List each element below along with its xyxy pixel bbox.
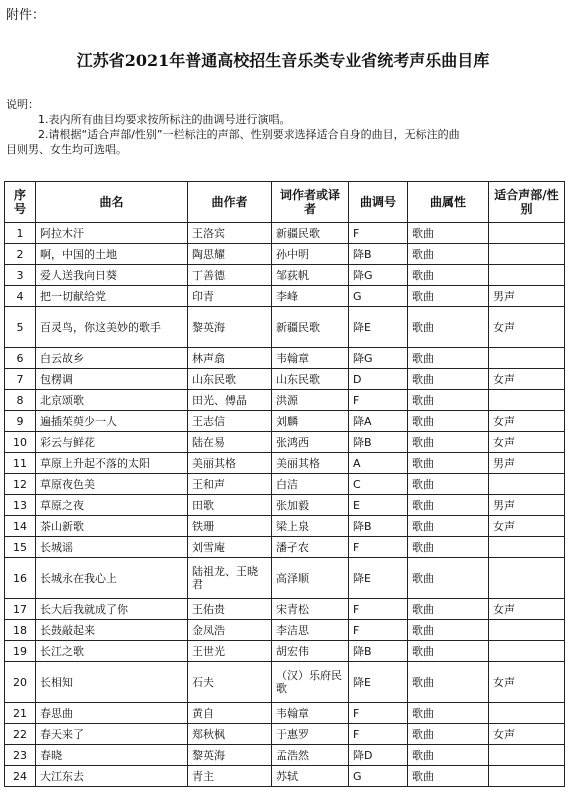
cell-voice: 女声: [489, 411, 565, 432]
cell-voice: 男声: [489, 286, 565, 307]
cell-type: 歌曲: [408, 703, 489, 724]
cell-voice: [489, 745, 565, 766]
cell-voice: 男声: [489, 495, 565, 516]
cell-lyricist: 孟浩然: [272, 745, 349, 766]
cell-song-name: 长鼓敲起来: [36, 620, 188, 641]
cell-type: 歌曲: [408, 474, 489, 495]
table-row: [5, 766, 565, 787]
cell-type: 歌曲: [408, 286, 489, 307]
cell-lyricist: 山东民歌: [272, 369, 349, 390]
cell-song-name: 爱人送我向日葵: [36, 265, 188, 286]
cell-composer: 林声翕: [188, 348, 272, 369]
cell-key: 降B: [349, 244, 408, 265]
cell-number: 2: [5, 244, 36, 265]
cell-song-name: 把一切献给党: [36, 286, 188, 307]
header-song-name: 曲名: [36, 182, 188, 223]
table-row: [5, 453, 565, 474]
cell-type: 歌曲: [408, 307, 489, 348]
cell-number: 20: [5, 662, 36, 703]
cell-lyricist: 美丽其格: [272, 453, 349, 474]
cell-key: F: [349, 599, 408, 620]
cell-number: 4: [5, 286, 36, 307]
cell-type: 歌曲: [408, 495, 489, 516]
cell-voice: 女声: [489, 516, 565, 537]
table-row: [5, 307, 565, 348]
note-line-1: 1.表内所有曲目均要求按所标注的曲调号进行演唱。: [38, 113, 291, 126]
cell-type: 歌曲: [408, 766, 489, 787]
table-row: [5, 537, 565, 558]
cell-key: F: [349, 223, 408, 244]
cell-voice: [489, 265, 565, 286]
cell-key: G: [349, 286, 408, 307]
cell-voice: [489, 558, 565, 599]
cell-key: A: [349, 453, 408, 474]
cell-type: 歌曲: [408, 223, 489, 244]
cell-composer: 陆在易: [188, 432, 272, 453]
cell-key: D: [349, 369, 408, 390]
table-row: [5, 432, 565, 453]
cell-lyricist: 高泽顺: [272, 558, 349, 599]
cell-composer: 王世光: [188, 641, 272, 662]
cell-number: 1: [5, 223, 36, 244]
header-lyricist: 词作者或译者: [272, 182, 349, 223]
cell-type: 歌曲: [408, 411, 489, 432]
cell-number: 15: [5, 537, 36, 558]
cell-voice: [489, 537, 565, 558]
cell-lyricist: 韦翰章: [272, 348, 349, 369]
cell-lyricist: 韦翰章: [272, 703, 349, 724]
cell-song-name: 春天来了: [36, 724, 188, 745]
table-row: [5, 369, 565, 390]
cell-song-name: 春思曲: [36, 703, 188, 724]
cell-type: 歌曲: [408, 265, 489, 286]
cell-composer: 王志信: [188, 411, 272, 432]
header-type: 曲属性: [408, 182, 489, 223]
cell-key: E: [349, 495, 408, 516]
cell-key: 降G: [349, 348, 408, 369]
cell-song-name: 遍插茱萸少一人: [36, 411, 188, 432]
cell-song-name: 北京颂歌: [36, 390, 188, 411]
cell-song-name: 阿拉木汗: [36, 223, 188, 244]
table-row: [5, 390, 565, 411]
cell-key: 降D: [349, 745, 408, 766]
cell-composer: 金凤浩: [188, 620, 272, 641]
cell-number: 16: [5, 558, 36, 599]
cell-song-name: 百灵鸟，你这美妙的歌手: [36, 307, 188, 348]
cell-lyricist: 张鸿西: [272, 432, 349, 453]
cell-type: 歌曲: [408, 662, 489, 703]
cell-number: 19: [5, 641, 36, 662]
cell-composer: 印青: [188, 286, 272, 307]
cell-song-name: 长大后我就成了你: [36, 599, 188, 620]
cell-composer: 青主: [188, 766, 272, 787]
cell-number: 5: [5, 307, 36, 348]
cell-voice: 男声: [489, 453, 565, 474]
table-row: [5, 599, 565, 620]
cell-type: 歌曲: [408, 516, 489, 537]
cell-composer: 美丽其格: [188, 453, 272, 474]
cell-number: 6: [5, 348, 36, 369]
cell-composer: 王和声: [188, 474, 272, 495]
cell-number: 24: [5, 766, 36, 787]
cell-lyricist: 刘麟: [272, 411, 349, 432]
cell-lyricist: 胡宏伟: [272, 641, 349, 662]
table-row: [5, 703, 565, 724]
cell-type: 歌曲: [408, 558, 489, 599]
cell-number: 18: [5, 620, 36, 641]
table-row: [5, 474, 565, 495]
cell-song-name: 草原上升起不落的太阳: [36, 453, 188, 474]
cell-number: 14: [5, 516, 36, 537]
table-body: [5, 223, 565, 787]
cell-lyricist: 张加毅: [272, 495, 349, 516]
cell-composer: 山东民歌: [188, 369, 272, 390]
cell-key: F: [349, 620, 408, 641]
cell-key: 降G: [349, 265, 408, 286]
cell-composer: 陶思耀: [188, 244, 272, 265]
cell-composer: 王洛宾: [188, 223, 272, 244]
cell-lyricist: 新疆民歌: [272, 223, 349, 244]
cell-key: 降B: [349, 516, 408, 537]
cell-number: 11: [5, 453, 36, 474]
cell-number: 23: [5, 745, 36, 766]
cell-lyricist: 白洁: [272, 474, 349, 495]
note-line-2: 2.请根据“适合声部/性别”一栏标注的声部、性别要求选择适合自身的曲目，无标注的曲: [38, 128, 460, 141]
cell-voice: [489, 766, 565, 787]
cell-type: 歌曲: [408, 724, 489, 745]
cell-voice: 女声: [489, 599, 565, 620]
cell-type: 歌曲: [408, 348, 489, 369]
cell-lyricist: 新疆民歌: [272, 307, 349, 348]
cell-lyricist: 李峰: [272, 286, 349, 307]
cell-voice: 女声: [489, 307, 565, 348]
table-row: [5, 620, 565, 641]
cell-composer: 刘雪庵: [188, 537, 272, 558]
song-table: [4, 181, 565, 787]
cell-voice: [489, 703, 565, 724]
table-row: [5, 516, 565, 537]
cell-number: 9: [5, 411, 36, 432]
cell-lyricist: 于惠罗: [272, 724, 349, 745]
notes-heading: 说明：: [6, 98, 39, 111]
cell-type: 歌曲: [408, 599, 489, 620]
cell-composer: 石夫: [188, 662, 272, 703]
cell-composer: 黄自: [188, 703, 272, 724]
page-title: 江苏省2021年普通高校招生音乐类专业省统考声乐曲目库: [76, 51, 490, 70]
cell-number: 7: [5, 369, 36, 390]
cell-lyricist: 洪源: [272, 390, 349, 411]
table-row: [5, 286, 565, 307]
cell-voice: [489, 390, 565, 411]
cell-type: 歌曲: [408, 641, 489, 662]
cell-song-name: 长城永在我心上: [36, 558, 188, 599]
cell-song-name: 长江之歌: [36, 641, 188, 662]
cell-voice: 女声: [489, 724, 565, 745]
table-row: [5, 411, 565, 432]
cell-lyricist: 李洁思: [272, 620, 349, 641]
cell-number: 17: [5, 599, 36, 620]
cell-type: 歌曲: [408, 244, 489, 265]
attachment-label: 附件：: [6, 8, 46, 23]
cell-number: 22: [5, 724, 36, 745]
cell-type: 歌曲: [408, 369, 489, 390]
cell-song-name: 草原夜色美: [36, 474, 188, 495]
cell-song-name: 啊，中国的土地: [36, 244, 188, 265]
table-row: [5, 348, 565, 369]
cell-voice: [489, 223, 565, 244]
header-key: 曲调号: [349, 182, 408, 223]
cell-key: F: [349, 390, 408, 411]
table-header-row: [5, 182, 565, 223]
cell-type: 歌曲: [408, 390, 489, 411]
cell-composer: 王佑贵: [188, 599, 272, 620]
cell-key: F: [349, 724, 408, 745]
cell-composer: 丁善德: [188, 265, 272, 286]
cell-song-name: 长相知: [36, 662, 188, 703]
cell-voice: 女声: [489, 432, 565, 453]
cell-key: 降E: [349, 558, 408, 599]
cell-song-name: 茶山新歌: [36, 516, 188, 537]
cell-lyricist: 苏轼: [272, 766, 349, 787]
header-number: 序号: [5, 182, 36, 223]
cell-type: 歌曲: [408, 432, 489, 453]
cell-song-name: 大江东去: [36, 766, 188, 787]
notes-section: [6, 97, 562, 157]
cell-voice: [489, 474, 565, 495]
cell-type: 歌曲: [408, 620, 489, 641]
cell-composer: 黎英海: [188, 307, 272, 348]
cell-composer: 田歌: [188, 495, 272, 516]
table-row: [5, 265, 565, 286]
cell-key: 降A: [349, 411, 408, 432]
cell-song-name: 草原之夜: [36, 495, 188, 516]
cell-number: 13: [5, 495, 36, 516]
table-row: [5, 641, 565, 662]
cell-key: F: [349, 703, 408, 724]
cell-song-name: 春晓: [36, 745, 188, 766]
cell-song-name: 彩云与鲜花: [36, 432, 188, 453]
cell-voice: [489, 244, 565, 265]
cell-lyricist: （汉）乐府民歌: [272, 662, 349, 703]
cell-song-name: 白云故乡: [36, 348, 188, 369]
cell-lyricist: 梁上泉: [272, 516, 349, 537]
table-row: [5, 495, 565, 516]
cell-voice: 女声: [489, 369, 565, 390]
cell-lyricist: 邹荻帆: [272, 265, 349, 286]
cell-lyricist: 潘孑农: [272, 537, 349, 558]
table-row: [5, 558, 565, 599]
cell-lyricist: 宋青松: [272, 599, 349, 620]
table-row: [5, 244, 565, 265]
cell-number: 21: [5, 703, 36, 724]
cell-number: 3: [5, 265, 36, 286]
cell-key: 降E: [349, 307, 408, 348]
cell-key: C: [349, 474, 408, 495]
cell-voice: [489, 620, 565, 641]
cell-type: 歌曲: [408, 537, 489, 558]
cell-song-name: 长城谣: [36, 537, 188, 558]
cell-key: G: [349, 766, 408, 787]
cell-song-name: 包楞调: [36, 369, 188, 390]
cell-lyricist: 孙中明: [272, 244, 349, 265]
table-row: [5, 662, 565, 703]
cell-key: 降B: [349, 432, 408, 453]
cell-type: 歌曲: [408, 745, 489, 766]
cell-composer: 黎英海: [188, 745, 272, 766]
table-row: [5, 223, 565, 244]
cell-composer: 陆祖龙、王晓君: [188, 558, 272, 599]
cell-number: 12: [5, 474, 36, 495]
cell-composer: 铁珊: [188, 516, 272, 537]
cell-composer: 郑秋枫: [188, 724, 272, 745]
cell-composer: 田光、傅晶: [188, 390, 272, 411]
table-row: [5, 724, 565, 745]
cell-key: 降E: [349, 662, 408, 703]
table-row: [5, 745, 565, 766]
cell-voice: [489, 641, 565, 662]
cell-key: 降B: [349, 641, 408, 662]
header-voice: 适合声部/性别: [489, 182, 565, 223]
cell-voice: 女声: [489, 662, 565, 703]
cell-key: F: [349, 537, 408, 558]
cell-type: 歌曲: [408, 453, 489, 474]
header-composer: 曲作者: [188, 182, 272, 223]
cell-number: 10: [5, 432, 36, 453]
cell-voice: [489, 348, 565, 369]
cell-number: 8: [5, 390, 36, 411]
note-line-3: 目则男、女生均可选唱。: [6, 143, 127, 156]
